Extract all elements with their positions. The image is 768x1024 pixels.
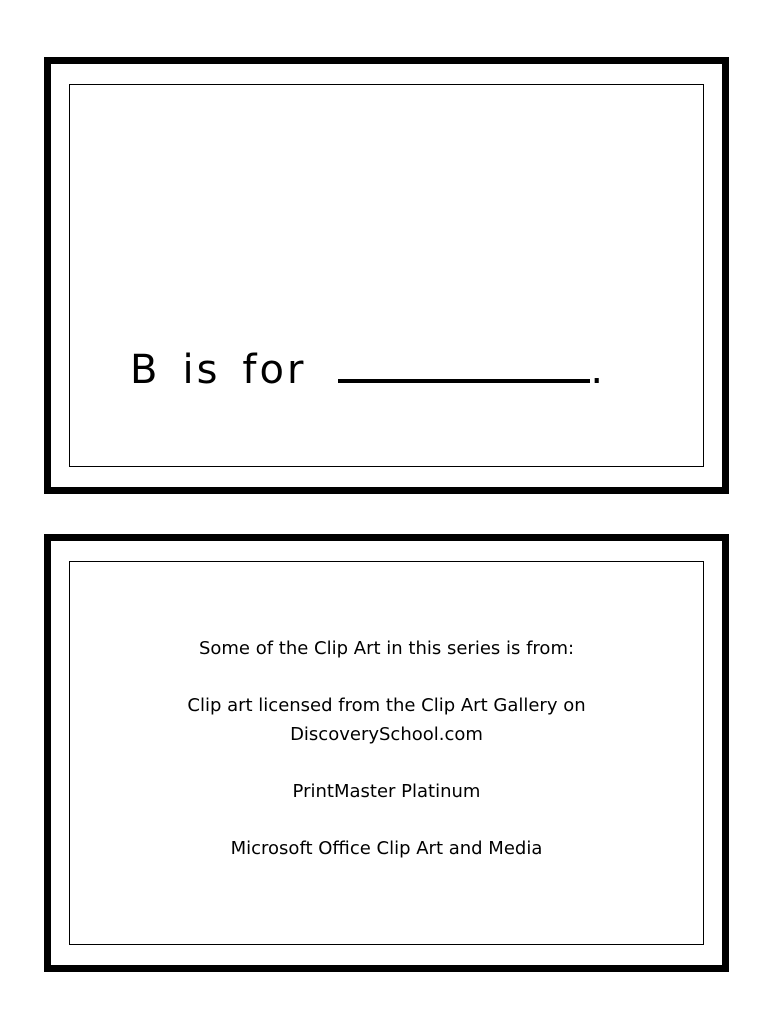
fill-in-blank-line: [338, 347, 590, 383]
credits-source-1-line-1: Clip art licensed from the Clip Art Gallery on: [187, 695, 586, 716]
credits-intro: Some of the Clip Art in this series is from:: [198, 638, 575, 659]
credits-card-inner-border: [69, 561, 704, 945]
prompt-letter: B: [130, 347, 161, 393]
prompt-period: .: [590, 347, 607, 393]
credits-text: [70, 634, 703, 891]
prompt-word-is: is: [182, 347, 221, 393]
credits-card: [44, 534, 729, 972]
alphabet-card-inner-border: [69, 84, 704, 467]
credits-source-printmaster: PrintMaster Platinum: [292, 781, 481, 802]
credits-source-microsoft: Microsoft Office Clip Art and Media: [230, 838, 543, 859]
alphabet-prompt: [130, 347, 607, 393]
credits-source-1-line-2: DiscoverySchool.com: [290, 724, 483, 745]
alphabet-card: [44, 57, 729, 494]
prompt-word-for: for: [242, 347, 307, 393]
credits-source-discoveryschool: [70, 691, 703, 749]
